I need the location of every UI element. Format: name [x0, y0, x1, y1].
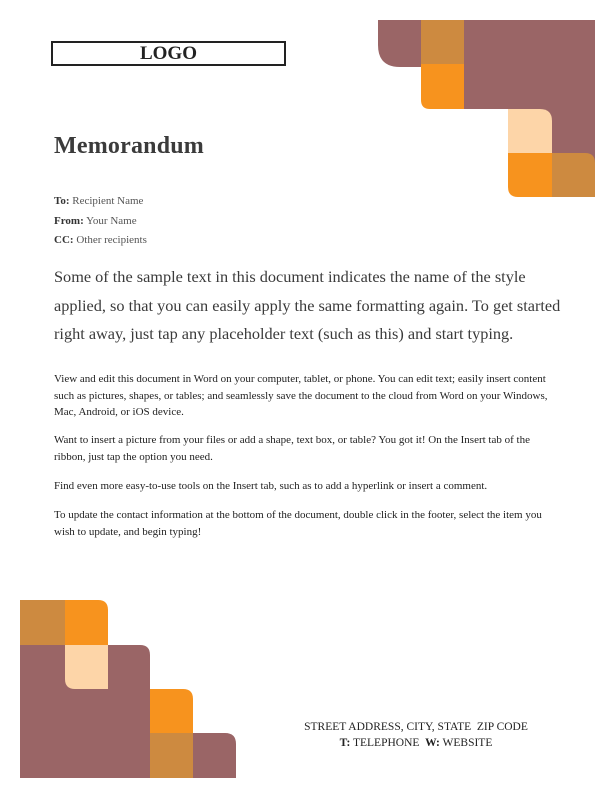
orange-block-bottom: [65, 600, 108, 645]
amber-block-lower: [150, 733, 193, 778]
footer-contact: [286, 720, 546, 751]
memo-recipients: [54, 192, 147, 251]
to-line: [54, 192, 147, 212]
footer-address: STREET ADDRESS, CITY, STATE ZIP CODE: [304, 721, 528, 733]
cc-label: CC:: [54, 234, 74, 246]
body-paragraph-3: Find even more easy-to-use tools on the Insert tab, such as to add a hyperlink or insert a comment.: [54, 480, 488, 492]
bottom-left-shape-group: [20, 600, 236, 778]
memo-title: Memorandum: [54, 133, 204, 159]
body-paragraph-2: Want to insert a picture from your files or add a shape, text box, or table? You got it! On the Insert tab of the ribbon, just tap the option you need.: [54, 434, 530, 463]
telephone-value: TELEPHONE: [352, 736, 420, 749]
from-value: Your Name: [86, 214, 137, 227]
body-paragraph-4: To update the contact information at the bottom of the document, double click in the footer, select the item you wish to update, and begin typing!: [54, 509, 542, 538]
logo-placeholder: LOGO: [51, 41, 286, 66]
orange-block-lower: [150, 689, 193, 733]
from-label: From:: [54, 214, 84, 227]
orange-block-mid: [508, 153, 552, 197]
amber-block-right: [552, 153, 595, 197]
to-label: To:: [54, 195, 70, 207]
orange-block-top: [421, 64, 464, 109]
top-right-shape-group: [378, 20, 595, 197]
peach-block-bottom: [65, 645, 108, 689]
from-line: [54, 212, 147, 232]
intro-paragraph: Some of the sample text in this document indicates the name of the style applied, so that you can easily apply the same formatting again. To get started right away, just tap any placeholder text (such as this) and start typing.: [54, 267, 561, 343]
peach-block-top: [508, 109, 552, 153]
footer-contact-line: [286, 736, 546, 752]
mauve-block-bottom: [20, 643, 236, 778]
amber-square-top: [421, 20, 464, 64]
body-paragraph-1: View and edit this document in Word on your computer, tablet, or phone. You can edit text; easily insert content such as pictures, shapes, or tables; and seamlessly save the document to the cloud from Word on your Windows, Mac, Android, or iOS device.: [54, 373, 548, 418]
website-label: W:: [425, 736, 440, 749]
cc-line: [54, 231, 147, 251]
website-value: WEBSITE: [442, 736, 493, 749]
cc-value: Other recipients: [76, 234, 147, 246]
amber-square-bottom: [20, 600, 65, 645]
telephone-label: T:: [339, 736, 351, 749]
to-value: Recipient Name: [72, 195, 144, 207]
